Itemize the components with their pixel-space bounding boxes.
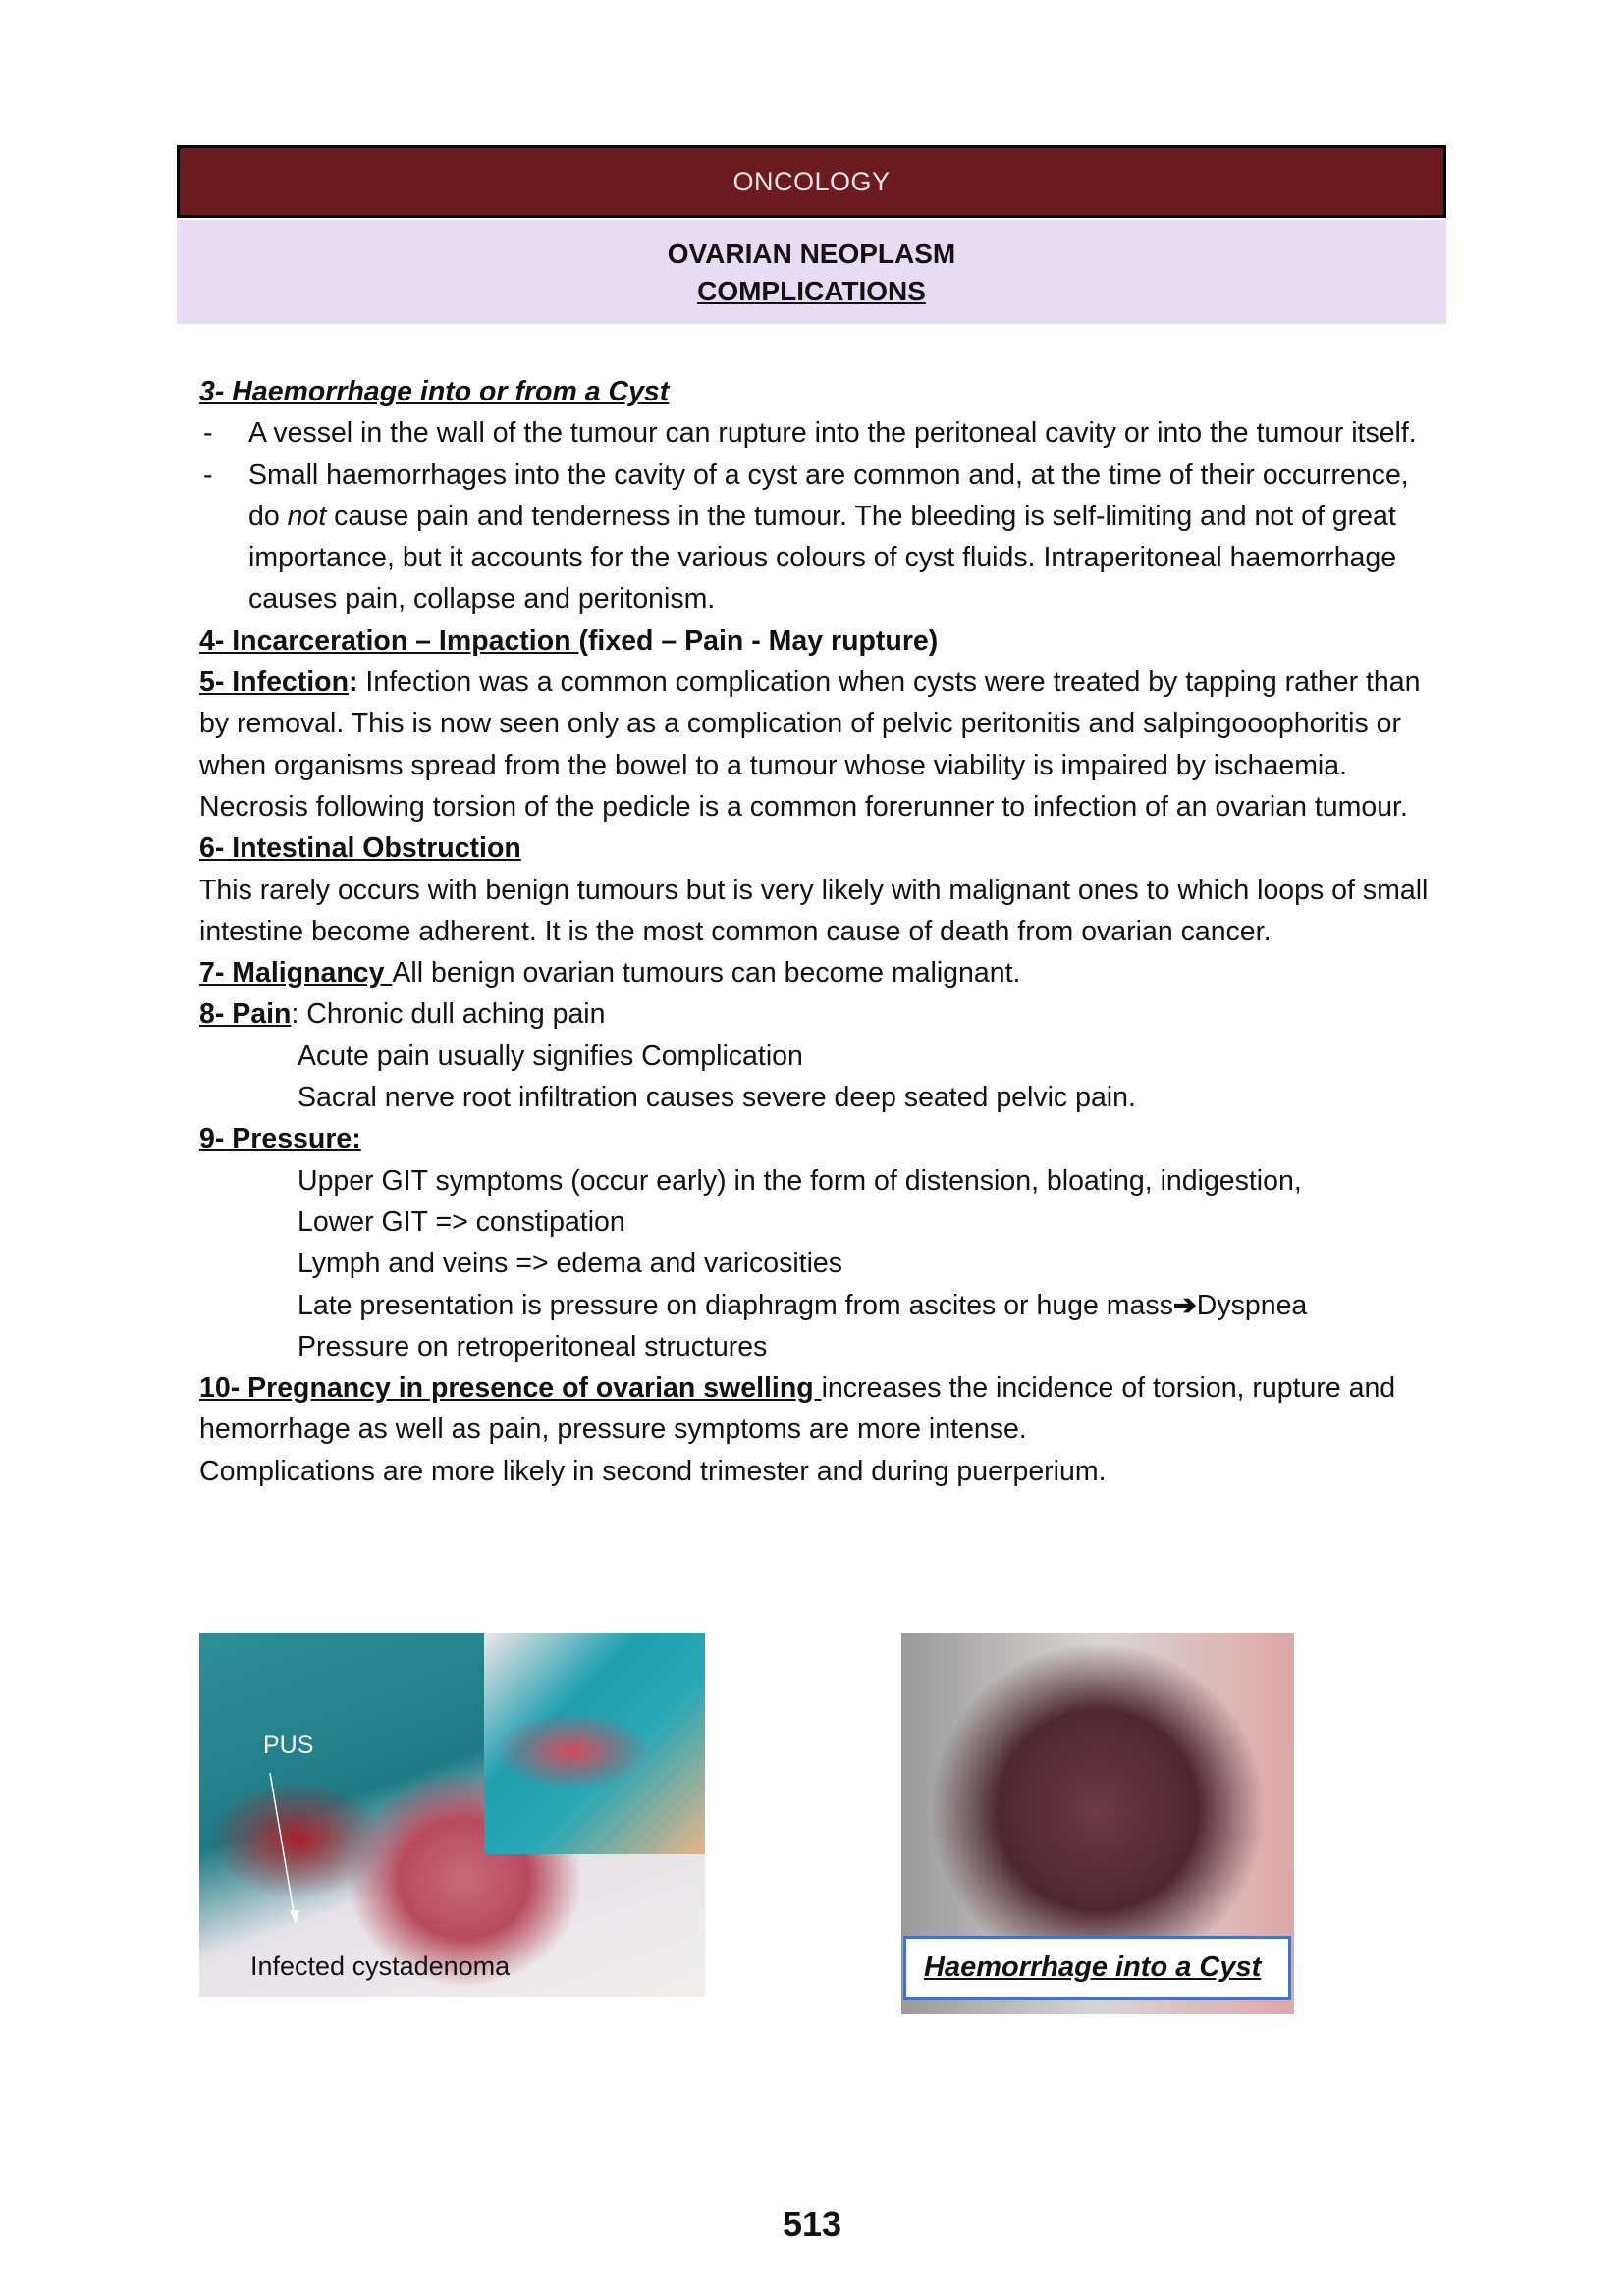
section-7-heading: 7- Malignancy bbox=[199, 957, 393, 989]
list-item: Acute pain usually signifies Complication bbox=[298, 1040, 803, 1072]
section-label: ONCOLOGY bbox=[732, 166, 891, 196]
bullet-item bbox=[199, 454, 1446, 620]
list-item-text: Dyspnea bbox=[1196, 1289, 1308, 1321]
section-10 bbox=[199, 1367, 1446, 1451]
bullet-text: Small haemorrhages into the cavity of a cyst are common and, at the time of their occurrence, do bbox=[248, 458, 1409, 532]
bullet-text: A vessel in the wall of the tumour can rupture into the peritoneal cavity or into the tumour itself. bbox=[248, 417, 1417, 450]
emphasis-text: not bbox=[287, 500, 327, 532]
figure-caption: Infected cystadenoma bbox=[250, 1951, 511, 1981]
list-item: Lymph and veins => edema and varicosities bbox=[298, 1248, 843, 1280]
figure-caption: Haemorrhage into a Cyst bbox=[924, 1951, 1262, 1983]
list-item-text: Late presentation is pressure on diaphragm from ascites or huge mass bbox=[298, 1289, 1173, 1321]
figure-infected-cystadenoma bbox=[199, 1633, 705, 1997]
section-3-heading: 3- Haemorrhage into or from a Cyst bbox=[199, 376, 670, 407]
title-block bbox=[177, 220, 1446, 324]
figure-label-pus: PUS bbox=[263, 1732, 314, 1759]
section-10-heading: 10- Pregnancy in presence of ovarian swelling bbox=[199, 1372, 822, 1405]
bullet-text: cause pain and tenderness in the tumour. The bleeding is self-limiting and not of great importance, but it accounts for the various colours of cyst fluids. Intraperitoneal haemorrhage causes pain, collapse and peritonism. bbox=[248, 500, 1397, 615]
bullet-item bbox=[199, 412, 1446, 454]
list-item: Upper GIT symptoms (occur early) in the form of distension, bloating, indigestion, bbox=[298, 1164, 1302, 1197]
page-number: 513 bbox=[782, 2204, 842, 2244]
section-7-text: All benign ovarian tumours can become malignant. bbox=[392, 957, 1021, 989]
list-item: Pressure on retroperitoneal structures bbox=[298, 1330, 768, 1362]
dash-marker: - bbox=[203, 458, 213, 491]
section-10-note: Complications are more likely in second trimester and during puerperium. bbox=[199, 1455, 1107, 1487]
section-5-heading: 5- Infection bbox=[199, 667, 350, 699]
section-8-heading: 8- Pain bbox=[199, 998, 292, 1031]
section-5-text: Infection was a common complication when cysts were treated by tapping rather than by removal. This is now seen only as a complication of pelvic peritonitis and salpingooophoritis or when organisms spread from the bowel to a tumour whose viability is impaired by ischaemia. Necrosis following torsion of the pedicle is a common forerunner to infection of an ovarian tumour. bbox=[199, 667, 1421, 823]
list-item: Sacral nerve root infiltration causes severe deep seated pelvic pain. bbox=[298, 1082, 1136, 1114]
section-10-text: increases the incidence of torsion, rupture and hemorrhage as well as pain, pressure symptoms are more intense. bbox=[199, 1372, 1396, 1446]
section-4-text: (fixed – Pain - May rupture) bbox=[578, 624, 939, 657]
section-5 bbox=[199, 662, 1446, 828]
section-6-text: This rarely occurs with benign tumours but is very likely with malignant ones to which loops of small intestine become adherent. It is the most common cause of death from ovarian cancer. bbox=[199, 874, 1429, 947]
list-item: Lower GIT => constipation bbox=[298, 1205, 625, 1238]
section-4-heading: 4- Incarceration – Impaction bbox=[199, 624, 579, 657]
section-6 bbox=[199, 828, 1446, 869]
dash-marker: - bbox=[203, 417, 213, 450]
arrow-right-icon: ➔ bbox=[1172, 1289, 1197, 1321]
pointer-arrow-icon bbox=[199, 1633, 705, 1997]
section-8-text: : Chronic dull aching pain bbox=[291, 998, 606, 1031]
section-4 bbox=[199, 620, 1446, 662]
figure-haemorrhage-cyst bbox=[901, 1633, 1294, 2014]
page-subtitle: COMPLICATIONS bbox=[697, 276, 926, 306]
section-banner bbox=[177, 145, 1446, 218]
section-3 bbox=[199, 371, 1446, 412]
figure-caption-box bbox=[903, 1936, 1291, 2000]
section-9-heading: 9- Pressure: bbox=[199, 1123, 361, 1155]
section-6-heading: 6- Intestinal Obstruction bbox=[199, 832, 521, 865]
body-content bbox=[199, 371, 1446, 1492]
page-title: OVARIAN NEOPLASM bbox=[667, 239, 956, 269]
colon: : bbox=[349, 667, 358, 699]
list-item bbox=[199, 1285, 1446, 1326]
section-8 bbox=[199, 993, 1446, 1035]
section-7 bbox=[199, 952, 1446, 993]
section-9 bbox=[199, 1118, 1446, 1159]
